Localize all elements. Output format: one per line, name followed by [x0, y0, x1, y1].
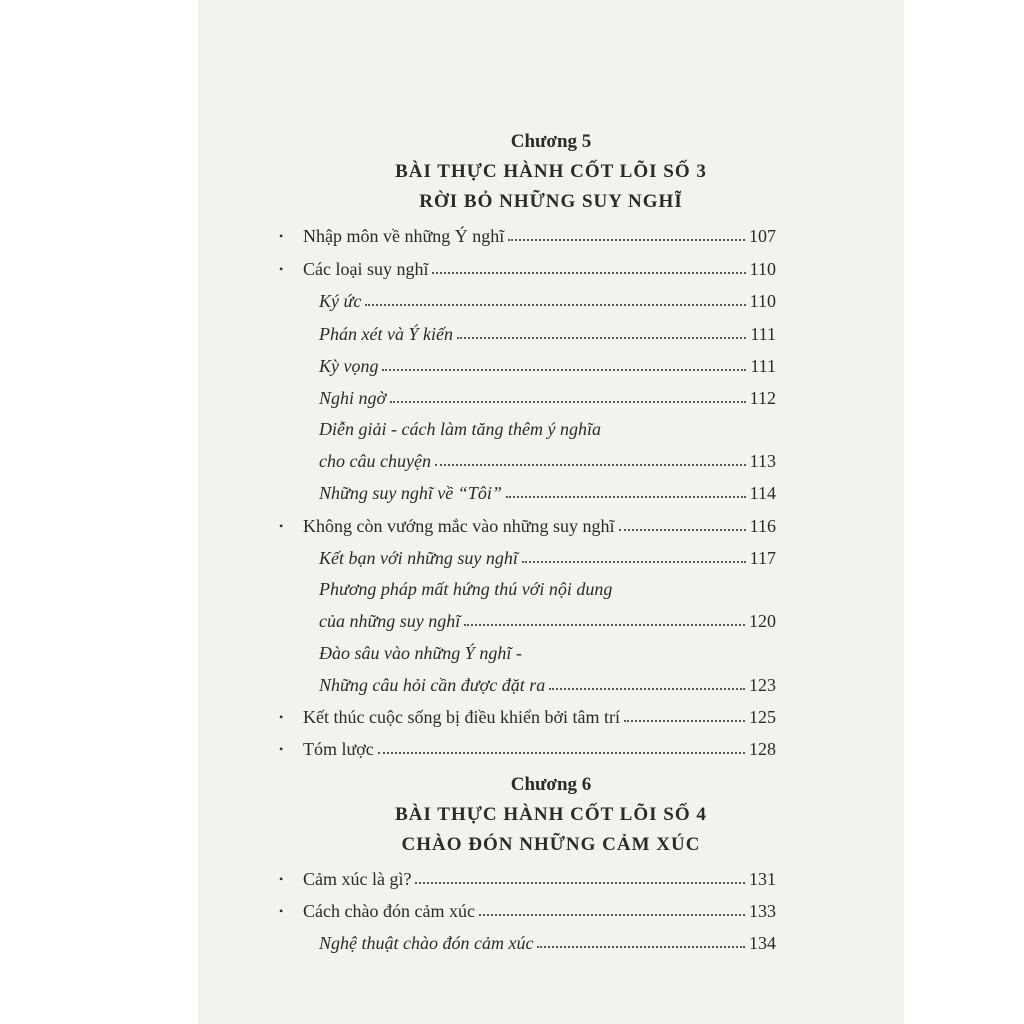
chapter-title: BÀI THỰC HÀNH CỐT LÕI SỐ 4	[395, 804, 707, 825]
dot-leader	[537, 946, 745, 948]
bullet: •	[279, 742, 284, 756]
toc-page-number: 128	[749, 739, 776, 759]
dot-leader	[382, 369, 746, 371]
book-page	[198, 0, 904, 1024]
dot-leader	[415, 882, 745, 884]
dot-leader	[522, 561, 746, 563]
toc-page-number: 134	[749, 933, 776, 953]
toc-entry-label: Nghi ngờ	[319, 388, 387, 408]
dot-leader	[619, 529, 746, 531]
dot-leader	[549, 688, 745, 690]
toc-subentry[interactable]	[319, 387, 776, 409]
chapter-number: Chương 5	[510, 131, 592, 152]
dot-leader	[432, 272, 745, 274]
toc-entry[interactable]	[303, 258, 776, 280]
toc-page-number: 131	[749, 869, 776, 889]
toc-subentry[interactable]	[319, 290, 776, 312]
dot-leader	[457, 337, 746, 339]
toc-entry-label: Nghệ thuật chào đón cảm xúc	[319, 933, 534, 953]
toc-entry[interactable]	[303, 515, 776, 537]
toc-entry-label: Cách chào đón cảm xúc	[303, 901, 475, 921]
toc-page-number: 117	[749, 548, 776, 568]
chapter-subtitle: CHÀO ĐÓN NHỮNG CẢM XÚC	[401, 834, 701, 855]
toc-page-number: 116	[749, 516, 776, 536]
toc-entry-label: Những suy nghĩ về “Tôi”	[319, 483, 502, 503]
toc-entry[interactable]	[303, 706, 776, 728]
toc-entry-label: Kỳ vọng	[319, 356, 379, 376]
toc-page-number: 110	[749, 259, 776, 279]
toc-subentry[interactable]	[319, 932, 776, 954]
toc-entry-label: Những câu hỏi cần được đặt ra	[319, 675, 546, 695]
dot-leader	[435, 464, 746, 466]
toc-subentry[interactable]	[319, 547, 776, 569]
toc-entry-label: Cảm xúc là gì?	[303, 869, 412, 889]
toc-page-number: 112	[749, 388, 776, 408]
toc-page-number: 125	[749, 707, 776, 727]
toc-entry-label: Ký ức	[319, 291, 362, 311]
toc-page-number: 113	[749, 451, 776, 471]
toc-entry[interactable]	[303, 868, 776, 890]
toc-subentry[interactable]	[319, 610, 776, 632]
toc-subentry[interactable]	[319, 674, 776, 696]
toc-entry-label: của những suy nghĩ	[319, 611, 461, 631]
chapter-5-heading	[198, 127, 904, 217]
toc-page-number: 111	[750, 356, 776, 376]
toc-subentry-line1: Phương pháp mất hứng thú với nội dung	[319, 579, 613, 599]
toc-subentry[interactable]	[319, 355, 776, 377]
toc-entry-label: Các loại suy nghĩ	[303, 259, 429, 279]
toc-page-number: 123	[749, 675, 776, 695]
toc-entry-label: Không còn vướng mắc vào những suy nghĩ	[303, 516, 615, 536]
toc-entry-label: Phán xét và Ý kiến	[319, 324, 453, 344]
chapter-title: BÀI THỰC HÀNH CỐT LÕI SỐ 3	[395, 161, 707, 182]
toc-entry[interactable]	[303, 738, 776, 760]
toc-entry[interactable]	[303, 900, 776, 922]
dot-leader	[365, 304, 745, 306]
bullet: •	[279, 710, 284, 724]
bullet: •	[279, 262, 284, 276]
dot-leader	[464, 624, 745, 626]
toc-subentry[interactable]	[319, 323, 776, 345]
dot-leader	[479, 914, 745, 916]
toc-entry-label: cho câu chuyện	[319, 451, 431, 471]
toc-page-number: 110	[749, 291, 776, 311]
bullet: •	[279, 229, 284, 243]
toc-page-number: 107	[749, 226, 776, 246]
toc-entry-label: Nhập môn về những Ý nghĩ	[303, 226, 505, 246]
dot-leader	[378, 752, 745, 754]
toc-entry[interactable]	[303, 225, 776, 247]
toc-page-number: 120	[749, 611, 776, 631]
toc-subentry-line1: Đào sâu vào những Ý nghĩ -	[319, 643, 522, 663]
chapter-6-heading	[198, 770, 904, 860]
bullet: •	[279, 519, 284, 533]
toc-page-number: 111	[750, 324, 776, 344]
toc-page-number: 133	[749, 901, 776, 921]
dot-leader	[506, 496, 746, 498]
toc-entry-label: Kết thúc cuộc sống bị điều khiển bởi tâm trí	[303, 707, 620, 727]
toc-page-number: 114	[749, 483, 776, 503]
toc-subentry-line1: Diễn giải - cách làm tăng thêm ý nghĩa	[319, 419, 601, 439]
dot-leader	[624, 720, 745, 722]
bullet: •	[279, 904, 284, 918]
chapter-number: Chương 6	[510, 774, 592, 795]
toc-subentry[interactable]	[319, 450, 776, 472]
toc-subentry[interactable]	[319, 482, 776, 504]
toc-entry-label: Kết bạn với những suy nghĩ	[319, 548, 518, 568]
bullet: •	[279, 872, 284, 886]
toc-entry-label: Tóm lược	[303, 739, 374, 759]
dot-leader	[508, 239, 745, 241]
dot-leader	[390, 401, 746, 403]
chapter-subtitle: RỜI BỎ NHỮNG SUY NGHĨ	[419, 191, 683, 212]
